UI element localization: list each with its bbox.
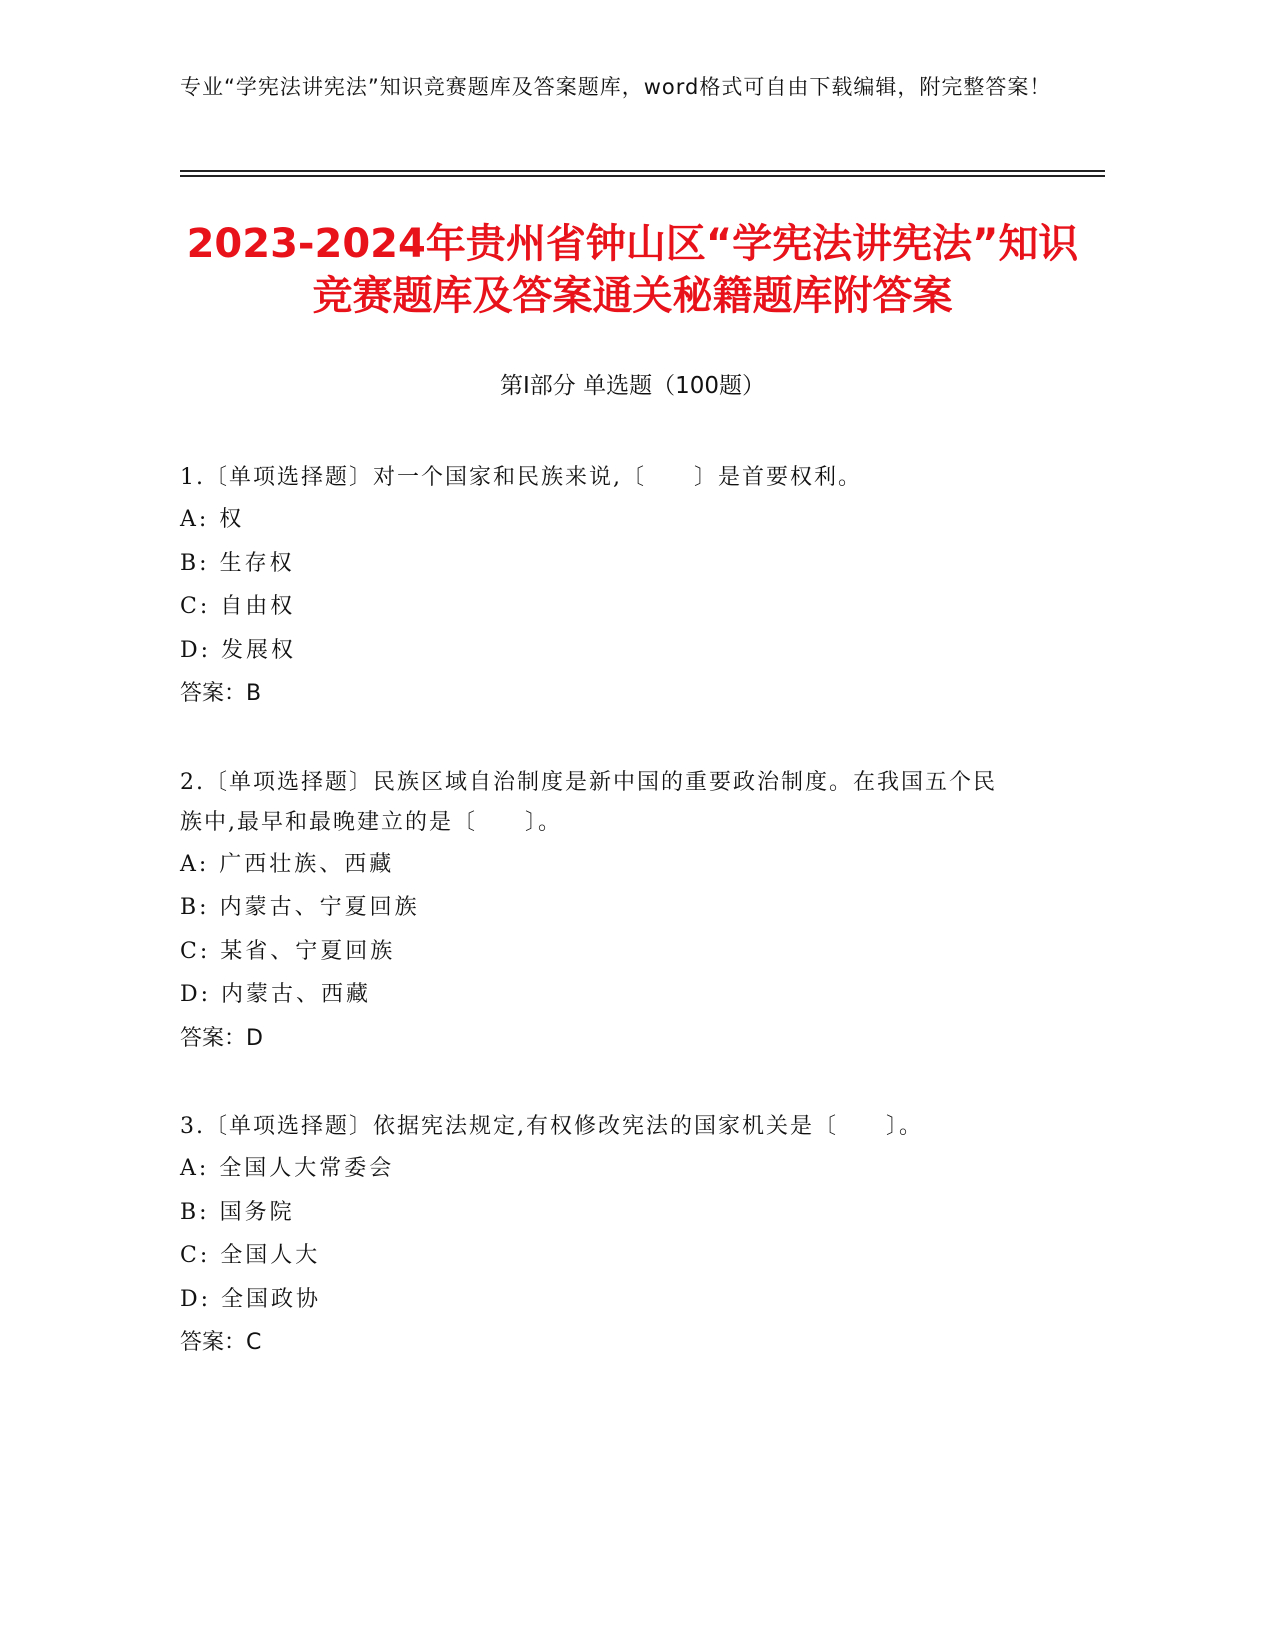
question-stem: 3.〔单项选择题〕依据宪法规定,有权修改宪法的国家机关是〔 〕。 xyxy=(180,1114,923,1139)
option-b: B: 内蒙古、宁夏回族 xyxy=(180,895,420,920)
header-divider-bottom xyxy=(180,175,1105,177)
option-a: A: 广西壮族、西藏 xyxy=(180,851,395,877)
question-list xyxy=(180,458,1020,1412)
section-title: 第Ⅰ部分 单选题（100题） xyxy=(500,373,765,399)
option-c: C: 自由权 xyxy=(180,594,296,619)
header-divider-top xyxy=(180,170,1105,172)
option-a: A: 全国人大常委会 xyxy=(180,1156,395,1181)
question-3 xyxy=(180,1107,1020,1365)
option-d: D: 内蒙古、西藏 xyxy=(180,982,372,1007)
question-stem: 1.〔单项选择题〕对一个国家和民族来说,〔 〕是首要权利。 xyxy=(180,465,862,490)
option-c: C: 全国人大 xyxy=(180,1243,321,1268)
option-d: D: 发展权 xyxy=(180,637,297,663)
header-note: 专业“学宪法讲宪法”知识竞赛题库及答案题库，word格式可自由下载编辑，附完整答案！ xyxy=(180,75,1052,99)
question-1 xyxy=(180,458,1020,716)
option-a: A: 权 xyxy=(180,507,245,532)
document-title: 2023-2024年贵州省钟山区“学宪法讲宪法”知识竞赛题库及答案通关秘籍题库附答案 xyxy=(186,221,1079,319)
answer-text: 答案：D xyxy=(180,1025,263,1051)
option-b: B: 国务院 xyxy=(180,1199,295,1225)
answer-text: 答案：C xyxy=(180,1330,262,1355)
option-d: D: 全国政协 xyxy=(180,1286,322,1312)
question-2 xyxy=(180,763,1020,1061)
answer-text: 答案：B xyxy=(180,681,262,706)
option-b: B: 生存权 xyxy=(180,550,295,576)
option-c: C: 某省、宁夏回族 xyxy=(180,938,396,964)
question-stem: 2.〔单项选择题〕民族区域自治制度是新中国的重要政治制度。在我国五个民族中,最早和最晚建立的是〔 〕。 xyxy=(180,769,997,835)
